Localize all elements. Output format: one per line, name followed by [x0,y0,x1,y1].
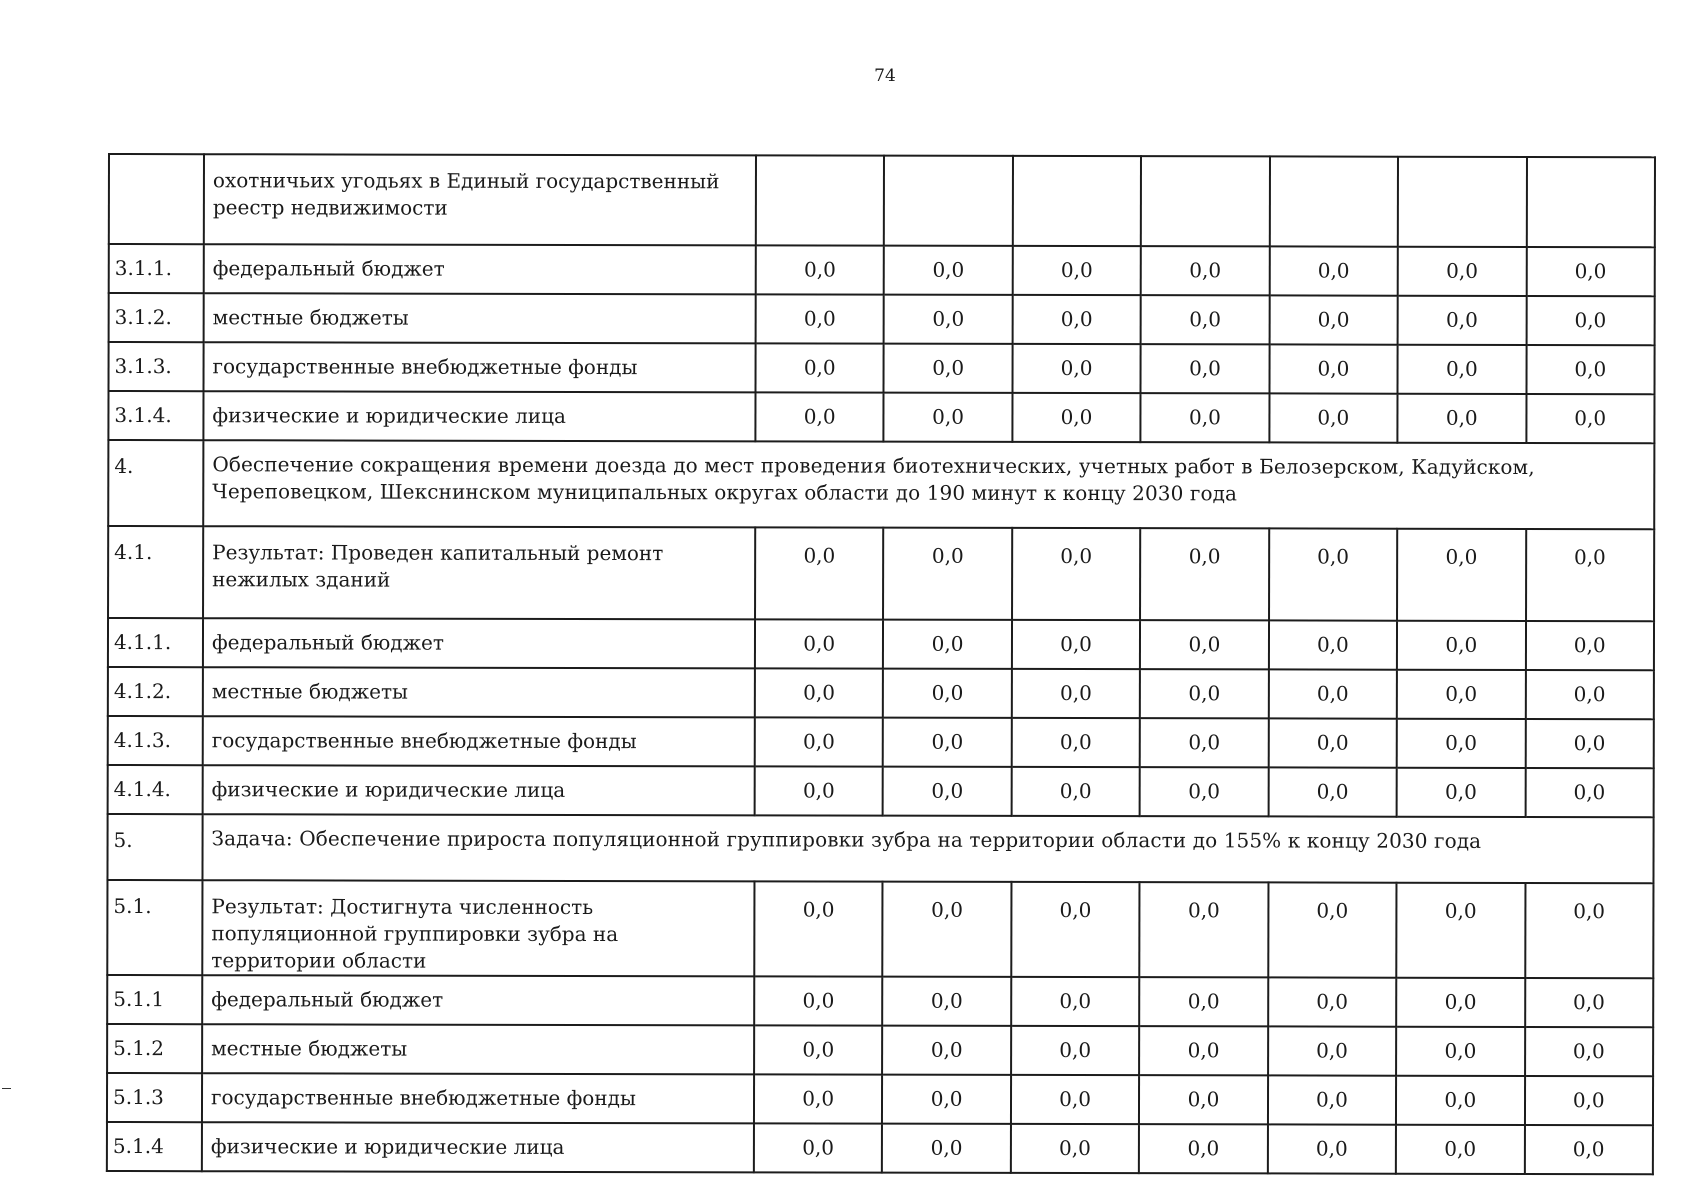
item-name-cell: федеральный бюджет [203,618,755,668]
item-name-cell: физические и юридические лица [203,391,755,441]
row-number-cell: 5.1.2 [107,1024,202,1073]
value-cell: 0,0 [1140,669,1269,718]
item-name-cell: Результат: Достигнута численность популяционной группировки зубра на территории области [202,880,754,976]
table-row [108,716,1654,768]
funding-table [106,153,1656,1175]
value-cell: 0,0 [1011,977,1140,1026]
value-cell: 0,0 [1141,393,1270,442]
row-number-cell: 3.1.4. [108,391,203,440]
value-cell: 0,0 [1269,246,1398,295]
value-cell: 0,0 [883,718,1012,767]
margin-mark [2,1088,11,1089]
value-cell: 0,0 [1140,767,1269,816]
value-cell: 0,0 [1012,718,1141,767]
value-cell: 0,0 [1396,1125,1525,1174]
value-cell: 0,0 [1139,1026,1268,1075]
value-cell: 0,0 [1526,247,1655,296]
value-cell: 0,0 [1269,344,1398,393]
value-cell: 0,0 [1268,767,1397,816]
value-cell: 0,0 [1268,1075,1397,1124]
item-name-cell: государственные внебюджетные фонды [202,1073,754,1123]
value-cell: 0,0 [1525,768,1654,817]
value-cell: 0,0 [882,1124,1011,1173]
value-cell [1141,156,1270,246]
value-cell: 0,0 [1011,1124,1140,1173]
value-cell: 0,0 [883,528,1012,620]
value-cell: 0,0 [1396,978,1525,1027]
value-cell: 0,0 [1011,1026,1140,1075]
value-cell: 0,0 [1011,882,1140,977]
item-name-cell: местные бюджеты [203,667,755,717]
row-number-cell: 4.1.2. [108,667,203,716]
value-cell: 0,0 [1268,977,1397,1026]
item-name-cell: физические и юридические лица [202,1122,754,1172]
value-cell: 0,0 [1397,529,1526,621]
value-cell: 0,0 [1396,1027,1525,1076]
value-cell: 0,0 [1140,620,1269,669]
value-cell [884,156,1013,246]
value-cell: 0,0 [1269,669,1398,718]
value-cell: 0,0 [1140,718,1269,767]
value-cell: 0,0 [883,767,1012,816]
value-cell: 0,0 [883,977,1012,1026]
item-name-cell: государственные внебюджетные фонды [203,716,755,766]
value-cell: 0,0 [1140,882,1269,977]
table-row [107,880,1653,978]
value-cell: 0,0 [1011,1075,1140,1124]
row-number-cell: 5.1.3 [107,1073,202,1122]
value-cell: 0,0 [755,527,884,619]
value-cell: 0,0 [1012,295,1141,344]
value-cell: 0,0 [755,668,884,717]
value-cell: 0,0 [1525,621,1654,670]
value-cell: 0,0 [1269,295,1398,344]
value-cell: 0,0 [756,294,885,343]
value-cell: 0,0 [884,295,1013,344]
row-number-cell: 5.1. [107,880,202,975]
table-row [109,342,1655,394]
value-cell: 0,0 [1268,1124,1397,1173]
value-cell: 0,0 [754,1123,883,1172]
value-cell: 0,0 [1398,394,1527,443]
value-cell: 0,0 [884,393,1013,442]
table-row [107,1073,1653,1125]
row-number-cell: 4.1.4. [108,765,203,814]
item-name-cell: федеральный бюджет [202,975,754,1025]
value-cell: 0,0 [756,343,885,392]
item-name-cell: местные бюджеты [202,1024,754,1074]
table-row [108,667,1654,719]
value-cell: 0,0 [1525,719,1654,768]
item-name-cell: физические и юридические лица [203,765,755,815]
row-number-cell: 3.1.1. [109,244,204,293]
value-cell [756,155,885,245]
value-cell: 0,0 [1012,528,1141,620]
row-number-cell: 5. [107,814,202,880]
value-cell: 0,0 [884,344,1013,393]
value-cell: 0,0 [883,669,1012,718]
row-number-cell: 3.1.2. [109,293,204,342]
value-cell: 0,0 [1398,296,1527,345]
value-cell: 0,0 [1524,1125,1653,1174]
value-cell: 0,0 [1012,344,1141,393]
item-name-cell: Результат: Проведен капитальный ремонт нежилых зданий [203,526,755,619]
value-cell: 0,0 [1398,345,1527,394]
table-row [108,391,1654,443]
value-cell: 0,0 [1524,1076,1653,1125]
value-cell: 0,0 [1140,528,1269,620]
value-cell: 0,0 [754,976,883,1025]
value-cell: 0,0 [1012,620,1141,669]
table-row [108,618,1654,670]
value-cell: 0,0 [883,620,1012,669]
table-row [107,975,1653,1027]
value-cell: 0,0 [1139,977,1268,1026]
value-cell: 0,0 [1396,883,1525,978]
value-cell: 0,0 [1268,882,1397,977]
value-cell: 0,0 [1397,670,1526,719]
value-cell: 0,0 [1268,718,1397,767]
table-row [108,526,1654,621]
value-cell: 0,0 [1012,669,1141,718]
item-name-cell: федеральный бюджет [204,244,756,294]
value-cell: 0,0 [755,392,884,441]
value-cell: 0,0 [1397,621,1526,670]
value-cell: 0,0 [1141,295,1270,344]
item-name-cell: охотничьих угодьях в Единый государственный реестр недвижимости [204,154,756,245]
value-cell: 0,0 [1526,394,1655,443]
value-cell: 0,0 [882,1026,1011,1075]
value-cell [1013,156,1142,246]
value-cell: 0,0 [1268,1026,1397,1075]
value-cell: 0,0 [1012,393,1141,442]
row-number-cell: 4.1.3. [108,716,203,765]
row-number-cell: 4. [108,440,203,526]
section-title-cell: Обеспечение сокращения времени доезда до мест проведения биотехнических, учетных работ в Белозерском, Кадуйском, Череповецком, Шекснинском муниципальных округах области до 190 минут к концу 2030 года [203,440,1654,529]
table-row [109,244,1655,296]
value-cell: 0,0 [754,1025,883,1074]
table-row [107,1024,1653,1076]
row-number-cell [109,154,204,244]
value-cell [1526,157,1655,247]
value-cell [1398,157,1527,247]
item-name-cell: государственные внебюджетные фонды [204,342,756,392]
value-cell: 0,0 [1139,1075,1268,1124]
table-body [107,154,1655,1174]
value-cell: 0,0 [1141,344,1270,393]
value-cell: 0,0 [1525,1027,1654,1076]
value-cell: 0,0 [884,246,1013,295]
value-cell: 0,0 [1011,767,1140,816]
funding-table-wrapper [106,153,1656,1175]
value-cell: 0,0 [1525,883,1654,978]
row-number-cell: 5.1.1 [107,975,202,1024]
item-name-cell: местные бюджеты [204,293,756,343]
value-cell: 0,0 [1013,246,1142,295]
value-cell: 0,0 [1396,1076,1525,1125]
table-row [107,814,1653,883]
value-cell: 0,0 [755,766,884,815]
value-cell: 0,0 [1269,393,1398,442]
value-cell [1269,156,1398,246]
value-cell: 0,0 [1526,345,1655,394]
value-cell: 0,0 [1269,620,1398,669]
value-cell: 0,0 [755,619,884,668]
row-number-cell: 4.1. [108,526,203,618]
value-cell: 0,0 [754,1074,883,1123]
table-row [108,440,1654,529]
value-cell: 0,0 [1141,246,1270,295]
table-row [107,1122,1653,1174]
value-cell: 0,0 [756,245,885,294]
table-row [108,765,1654,817]
page-number: 74 [874,66,896,86]
section-title-cell: Задача: Обеспечение прироста популяционной группировки зубра на территории области до 155% к концу 2030 года [202,814,1653,883]
value-cell: 0,0 [883,882,1012,977]
value-cell: 0,0 [1139,1124,1268,1173]
value-cell: 0,0 [1397,719,1526,768]
value-cell: 0,0 [1398,247,1527,296]
value-cell: 0,0 [1525,978,1654,1027]
row-number-cell: 3.1.3. [109,342,204,391]
value-cell: 0,0 [754,881,883,976]
value-cell: 0,0 [1526,296,1655,345]
table-row [109,154,1655,247]
value-cell: 0,0 [1269,528,1398,620]
value-cell: 0,0 [755,717,884,766]
value-cell: 0,0 [1397,768,1526,817]
value-cell: 0,0 [1525,670,1654,719]
value-cell: 0,0 [882,1075,1011,1124]
table-row [109,293,1655,345]
value-cell: 0,0 [1526,529,1655,621]
row-number-cell: 4.1.1. [108,618,203,667]
row-number-cell: 5.1.4 [107,1122,202,1171]
